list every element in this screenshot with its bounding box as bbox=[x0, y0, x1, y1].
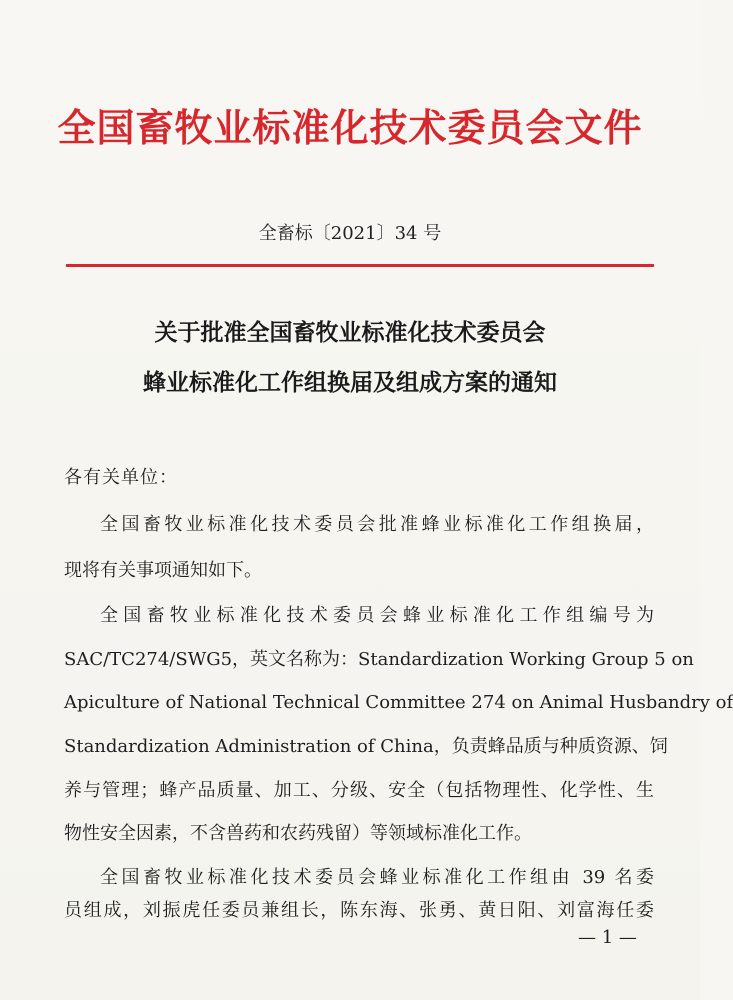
body-line-9: 全国畜牧业标准化技术委员会蜂业标准化工作组由 39 名委 bbox=[100, 867, 654, 888]
salutation: 各有关单位： bbox=[64, 467, 178, 488]
body-line-1: 全国畜牧业标准化技术委员会批准蜂业标准化工作组换届， bbox=[100, 514, 654, 535]
body-line-7: 养与管理；蜂产品质量、加工、分级、安全（包括物理性、化学性、生 bbox=[64, 780, 654, 801]
body-line-4: SAC/TC274/SWG5，英文名称为：Standardization Working Group 5 on bbox=[64, 649, 694, 670]
document-number: 全畜标〔2021〕34 号 bbox=[258, 223, 442, 244]
notice-title-line-1: 关于批准全国畜牧业标准化技术委员会 bbox=[154, 320, 546, 346]
org-header-title: 全国畜牧业标准化技术委员会文件 bbox=[57, 105, 643, 150]
notice-title-line-2: 蜂业标准化工作组换届及组成方案的通知 bbox=[143, 370, 557, 396]
red-divider-line bbox=[66, 264, 654, 267]
body-line-10: 员组成，刘振虎任委员兼组长，陈东海、张勇、黄日阳、刘富海任委 bbox=[64, 900, 654, 921]
page-number: — 1 — bbox=[578, 927, 637, 948]
body-line-2: 现将有关事项通知如下。 bbox=[64, 560, 262, 581]
body-line-3: 全国畜牧业标准化技术委员会蜂业标准化工作组编号为 bbox=[100, 605, 654, 626]
body-line-8: 物性安全因素，不含兽药和农药残留）等领域标准化工作。 bbox=[64, 823, 532, 844]
body-line-6: Standardization Administration of China，负责蜂品质与种质资源、饲 bbox=[64, 736, 668, 757]
body-line-5: Apiculture of National Technical Committee 274 on Animal Husbandry of bbox=[64, 692, 733, 713]
